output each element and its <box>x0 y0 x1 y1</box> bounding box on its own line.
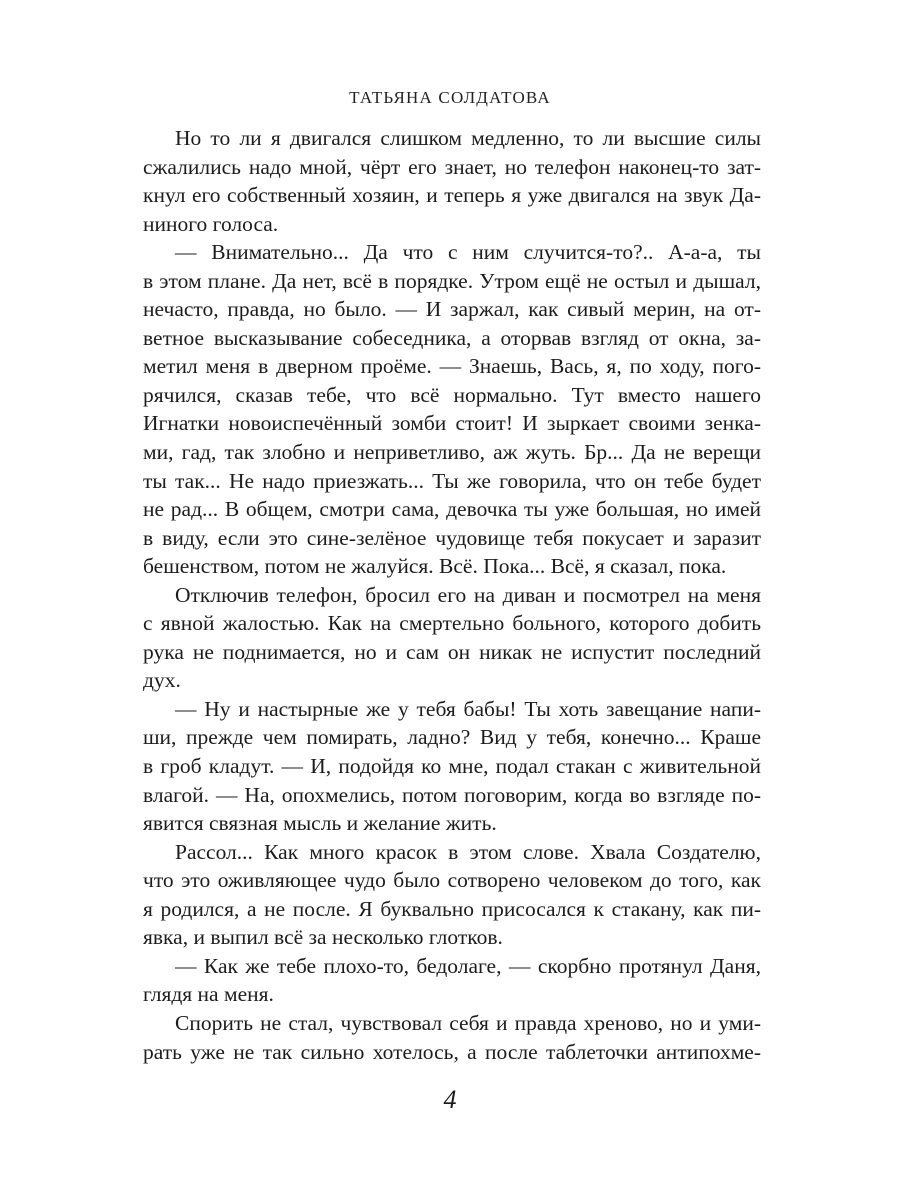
text-line: что это оживляющее чудо было сотворено человеком до того, как <box>143 868 761 893</box>
running-head-author: ТАТЬЯНА СОЛДАТОВА <box>349 88 551 107</box>
text-line: дух. <box>143 668 181 693</box>
text-line: Отключив телефон, бросил его на диван и посмотрел на меня <box>175 582 761 607</box>
page-number: 4 <box>443 1085 457 1114</box>
text-line: в этом плане. Да нет, всё в порядке. Утром ещё не остыл и дышал, <box>143 268 761 293</box>
text-line: — Ну и настырные же у тебя бабы! Ты хоть завещание напи- <box>175 696 761 721</box>
text-line: ты так... Не надо приезжать... Ты же говорила, что он тебе будет <box>143 468 761 493</box>
text-line: — Как же тебе плохо-то, бедолаге, — скорбно протянул Даня, <box>175 953 761 978</box>
text-line: не рад... В общем, смотри сама, девочка ты уже большая, но имей <box>143 497 761 522</box>
text-line: Рассол... Как много красок в этом слове. Хвала Создателю, <box>175 839 761 864</box>
text-line: Но то ли я двигался слишком медленно, то ли высшие силы <box>175 126 761 150</box>
text-line: Игнатки новоиспечённый зомби стоит! И зыркает своими зенка- <box>143 411 761 436</box>
text-line: кнул его собственный хозяин, и теперь я уже двигался на звук Да- <box>143 183 761 208</box>
text-line: ми, гад, так злобно и неприветливо, аж жуть. Бр... Да не верещи <box>143 440 761 465</box>
text-line: Спорить не стал, чувствовал себя и правда хреново, но и уми- <box>175 1010 761 1035</box>
text-line: рать уже не так сильно хотелось, а после таблеточки антипохме- <box>143 1039 761 1064</box>
text-line: рячился, сказав тебе, что всё нормально. Тут вместо нашего <box>143 382 761 407</box>
text-line: ши, прежде чем помирать, ладно? Вид у тебя, конечно... Краше <box>143 725 761 750</box>
text-line: ниного голоса. <box>143 211 279 236</box>
text-line: явка, и выпил всё за несколько глотков. <box>143 925 503 950</box>
text-line: с явной жалостью. Как на смертельно больного, которого добить <box>143 611 761 636</box>
text-line: нечасто, правда, но было. — И заржал, как сивый мерин, на от- <box>143 297 761 322</box>
body-text <box>143 124 761 1066</box>
text-line: влагой. — На, опохмелись, потом поговорим, когда во взгляде по- <box>143 782 761 807</box>
text-line: бешенством, потом не жалуйся. Всё. Пока... Всё, я сказал, пока. <box>143 554 727 579</box>
text-line: метил меня в дверном проёме. — Знаешь, Вась, я, по ходу, пого- <box>143 354 761 379</box>
text-line: — Внимательно... Да что с ним случится-то?.. А-а-а, ты <box>175 240 761 265</box>
text-line: глядя на меня. <box>143 982 274 1007</box>
text-line: ветное высказывание собеседника, а оторвав взгляд от окна, за- <box>143 325 761 350</box>
text-line: в гроб кладут. — И, подойдя ко мне, подал стакан с живительной <box>143 754 761 779</box>
text-line: сжалились надо мной, чёрт его знает, но телефон наконец-то зат- <box>143 154 761 179</box>
text-line: рука не поднимается, но и сам он никак не испустит последний <box>143 639 761 664</box>
text-line: я родился, а не после. Я буквально присосался к стакану, как пи- <box>143 896 761 921</box>
text-line: явится связная мысль и желание жить. <box>143 811 497 836</box>
text-line: в виду, если это сине-зелёное чудовище тебя покусает и заразит <box>143 525 761 550</box>
